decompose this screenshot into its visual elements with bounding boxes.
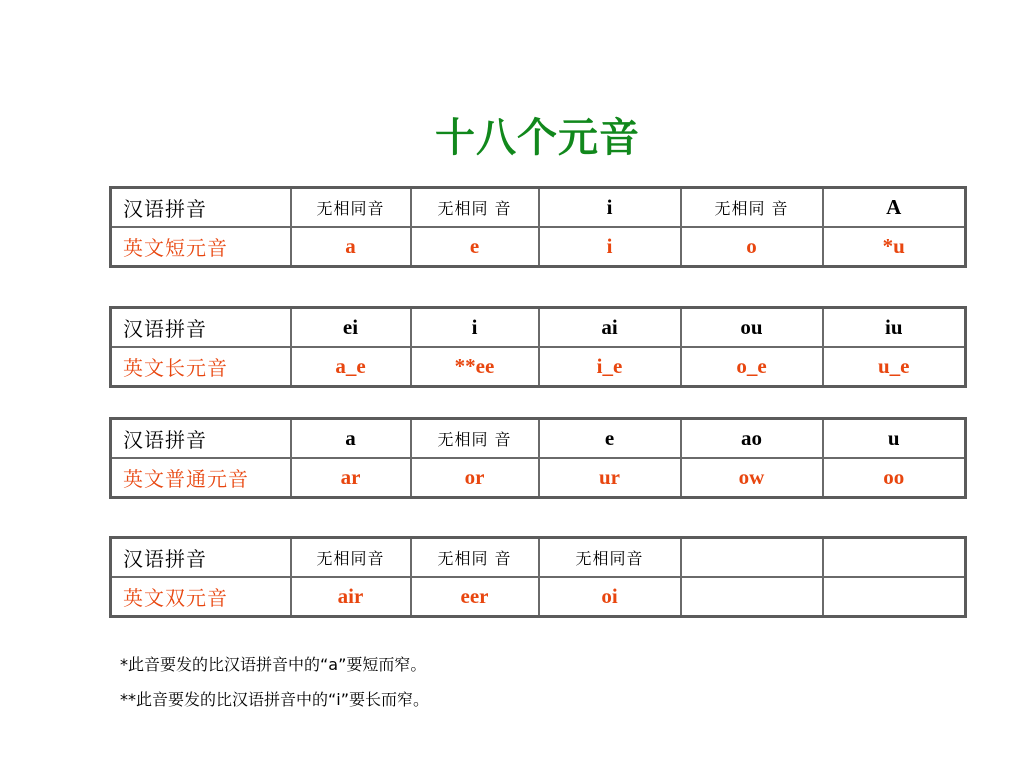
english-cell <box>681 577 823 617</box>
english-cell: e <box>411 227 539 267</box>
english-cell: air <box>291 577 411 617</box>
pinyin-cell: 无相同 音 <box>411 419 539 459</box>
vowel-table-regular <box>109 417 967 499</box>
english-row-label: 英文普通元音 <box>111 458 291 498</box>
vowel-table-diphthong <box>109 536 967 618</box>
pinyin-cell: 无相同音 <box>539 538 681 578</box>
english-cell: i <box>539 227 681 267</box>
english-cell: ar <box>291 458 411 498</box>
english-row-label: 英文双元音 <box>111 577 291 617</box>
pinyin-cell: i <box>539 188 681 228</box>
pinyin-cell: 无相同 音 <box>411 538 539 578</box>
pinyin-cell: A <box>823 188 966 228</box>
pinyin-row-label: 汉语拼音 <box>111 538 291 578</box>
english-cell: oo <box>823 458 966 498</box>
english-cell: a_e <box>291 347 411 387</box>
english-cell: o <box>681 227 823 267</box>
pinyin-row-label: 汉语拼音 <box>111 188 291 228</box>
english-row-label: 英文短元音 <box>111 227 291 267</box>
pinyin-row-label: 汉语拼音 <box>111 308 291 348</box>
english-cell: oi <box>539 577 681 617</box>
english-row <box>111 458 966 498</box>
pinyin-row-label: 汉语拼音 <box>111 419 291 459</box>
english-cell: u_e <box>823 347 966 387</box>
pinyin-cell: e <box>539 419 681 459</box>
vowel-table-short <box>109 186 967 268</box>
pinyin-row <box>111 419 966 459</box>
pinyin-cell: a <box>291 419 411 459</box>
pinyin-cell: u <box>823 419 966 459</box>
pinyin-cell: ou <box>681 308 823 348</box>
pinyin-cell <box>681 538 823 578</box>
pinyin-cell: 无相同 音 <box>411 188 539 228</box>
english-cell: eer <box>411 577 539 617</box>
pinyin-cell: 无相同 音 <box>681 188 823 228</box>
footnotes <box>120 652 429 722</box>
english-cell <box>823 577 966 617</box>
pinyin-cell: iu <box>823 308 966 348</box>
page-title: 十八个元音 <box>435 115 640 161</box>
footnote-short-u: *此音要发的比汉语拼音中的“a”要短而窄。 <box>120 655 427 674</box>
pinyin-cell: 无相同音 <box>291 538 411 578</box>
vowel-table-long <box>109 306 967 388</box>
pinyin-cell: ao <box>681 419 823 459</box>
english-row <box>111 577 966 617</box>
pinyin-row <box>111 308 966 348</box>
footnote-long-ee: **此音要发的比汉语拼音中的“i”要长而窄。 <box>120 690 430 709</box>
english-cell: i_e <box>539 347 681 387</box>
pinyin-cell: ai <box>539 308 681 348</box>
pinyin-cell <box>823 538 966 578</box>
english-cell: **ee <box>411 347 539 387</box>
english-row <box>111 227 966 267</box>
english-cell: o_e <box>681 347 823 387</box>
english-cell: ur <box>539 458 681 498</box>
english-row-label: 英文长元音 <box>111 347 291 387</box>
pinyin-cell: i <box>411 308 539 348</box>
pinyin-row <box>111 538 966 578</box>
pinyin-cell: 无相同音 <box>291 188 411 228</box>
english-cell: or <box>411 458 539 498</box>
english-cell: a <box>291 227 411 267</box>
pinyin-row <box>111 188 966 228</box>
english-row <box>111 347 966 387</box>
english-cell: ow <box>681 458 823 498</box>
pinyin-cell: ei <box>291 308 411 348</box>
english-cell: *u <box>823 227 966 267</box>
